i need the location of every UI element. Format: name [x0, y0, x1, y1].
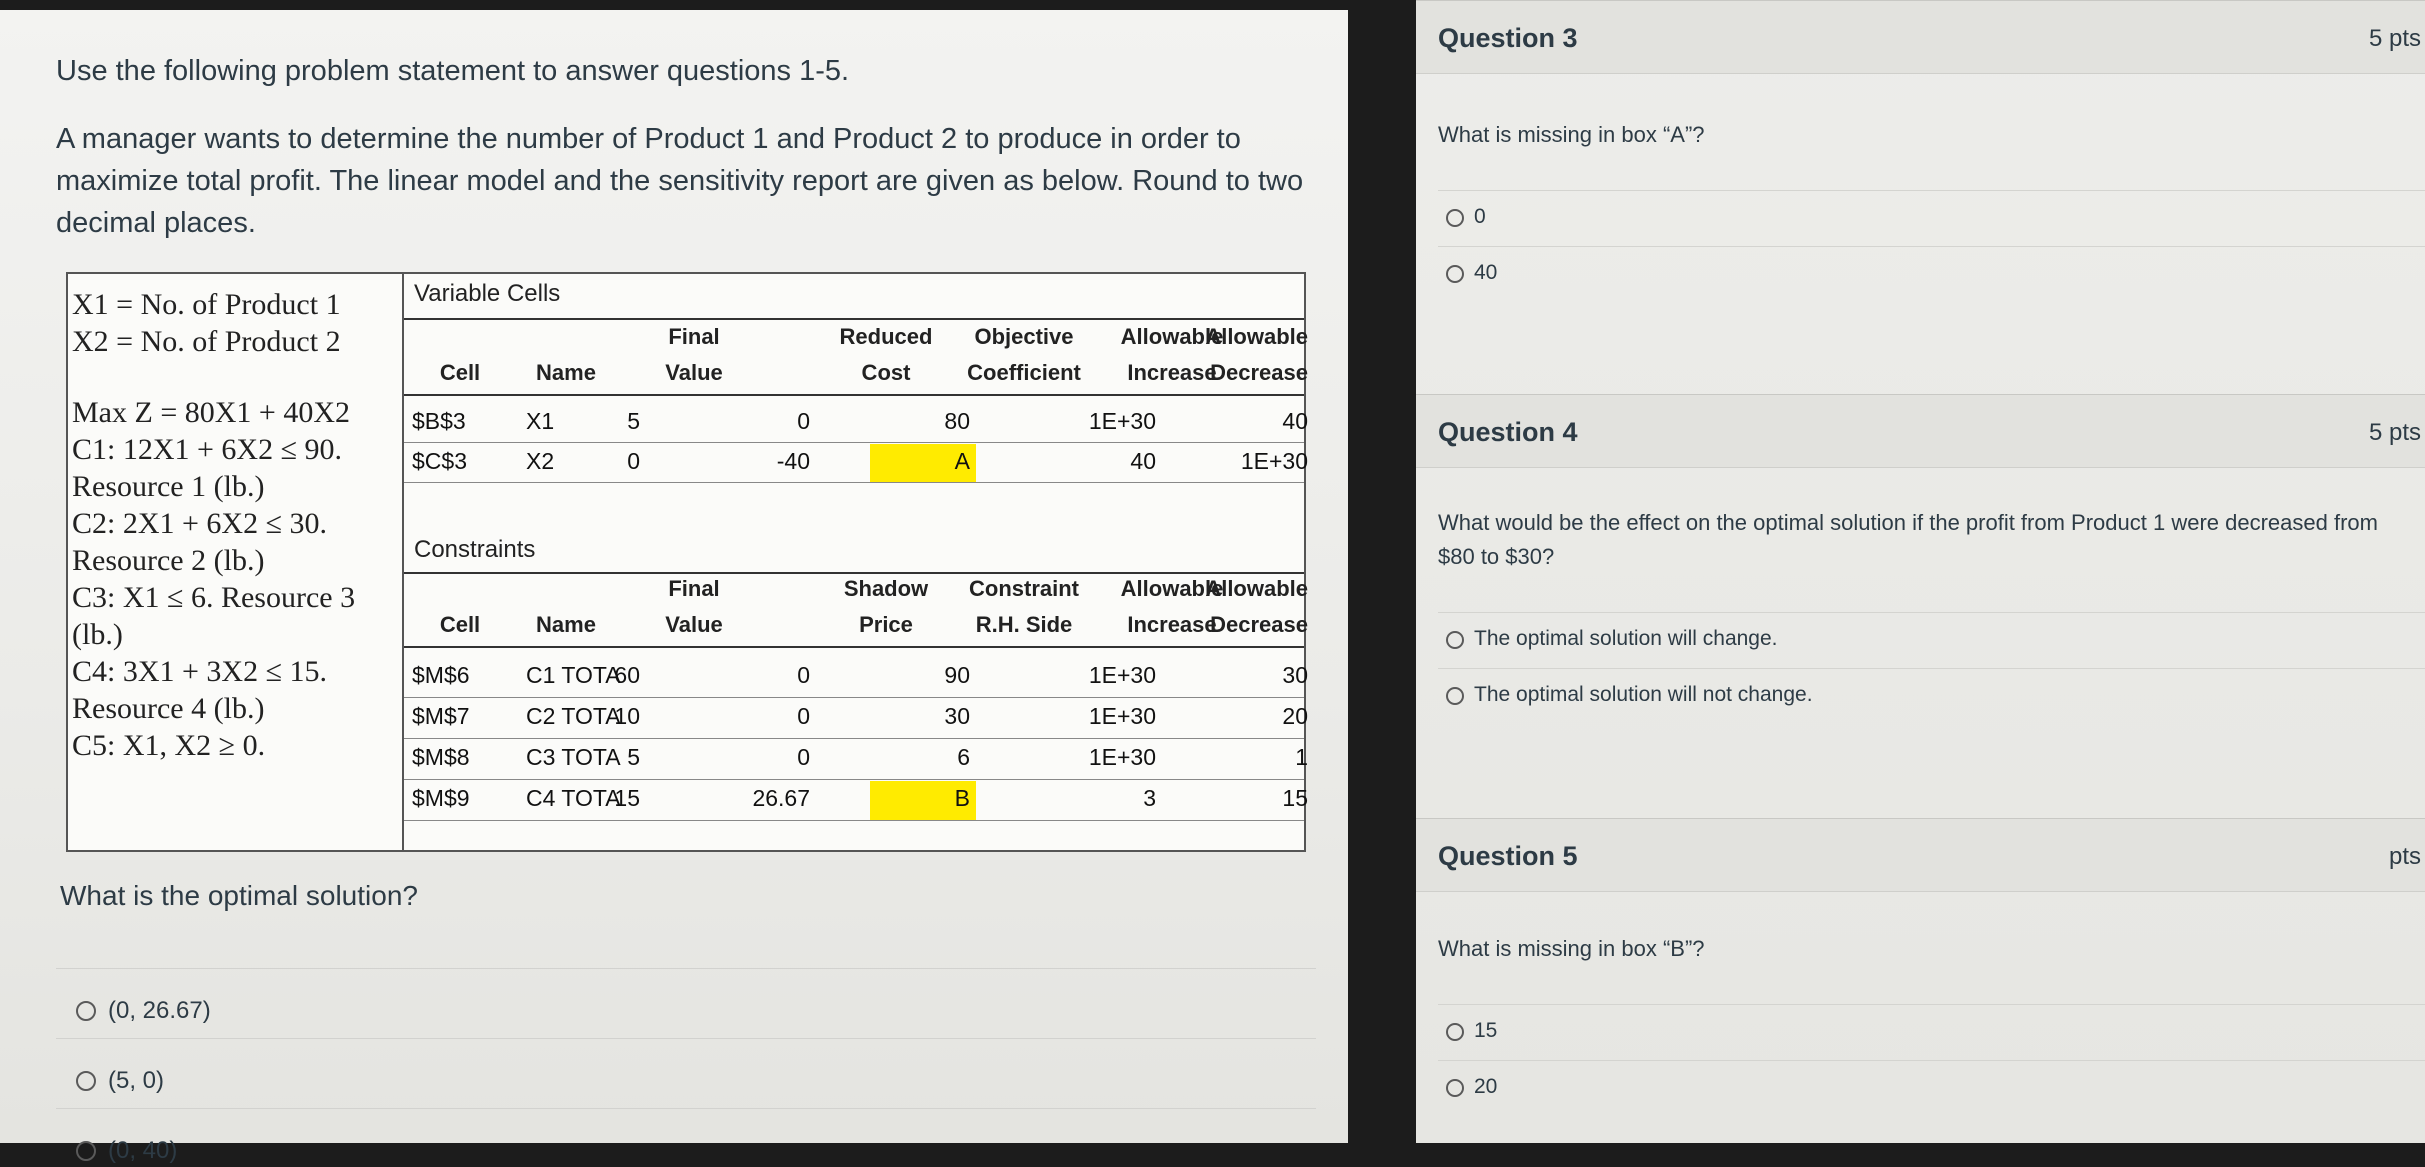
- header-variable-bottom: Value: [665, 360, 723, 385]
- answer-option[interactable]: [1438, 612, 2425, 669]
- question-4-points: 5 pts: [2368, 419, 2421, 446]
- answer-option-label: The optimal solution will change.: [1474, 627, 1778, 650]
- variable-cell: 5: [627, 408, 640, 434]
- constraint-cell: 0: [797, 744, 810, 770]
- answer-option-label: (0, 40): [108, 1137, 178, 1164]
- constraint-cell: C1 TOTA: [526, 662, 621, 688]
- model-line: X2 = No. of Product 2: [72, 325, 341, 358]
- model-line: Resource 1 (lb.): [72, 470, 265, 503]
- divider: [404, 318, 1304, 320]
- model-line: Resource 2 (lb.): [72, 544, 265, 577]
- answer-option-label: 0: [1474, 205, 1486, 228]
- header-variable-bottom: Name: [536, 360, 596, 385]
- header-constraint-bottom: Increase: [1127, 612, 1217, 637]
- constraint-cell: 1E+30: [1088, 662, 1156, 688]
- answer-option[interactable]: [1438, 1060, 2425, 1117]
- constraint-cell: C4 TOTA: [526, 785, 621, 811]
- row-divider: [404, 738, 1304, 739]
- question-5-title: Question 5: [1438, 841, 1578, 871]
- answer-option[interactable]: [1438, 668, 2425, 725]
- answer-option-label: 40: [1474, 261, 1498, 284]
- model-line: X1 = No. of Product 1: [72, 288, 341, 321]
- sensitivity-report: [404, 274, 1308, 850]
- model-line: C2: 2X1 + 6X2 ≤ 30.: [72, 507, 328, 540]
- question-3-text: What is missing in box “A”?: [1438, 122, 1705, 147]
- header-variable-top: Final: [668, 324, 720, 349]
- intro-body: A manager wants to determine the number of Product 1 and Product 2 to produce in order to maximize total profit. The linear model and the sensitivity report are given as below. Round to two decimal places.: [56, 123, 1304, 239]
- variable-cells-title: Variable Cells: [414, 280, 561, 307]
- header-constraint-top: Allowable: [1120, 576, 1224, 601]
- constraint-cell: 1E+30: [1088, 703, 1156, 729]
- variable-cell: $B$3: [412, 408, 466, 434]
- constraint-cell: 6: [957, 744, 970, 770]
- question-3-title: Question 3: [1438, 23, 1578, 53]
- variable-cell: 40: [1282, 408, 1308, 434]
- variable-cell: 0: [797, 408, 810, 434]
- constraint-cell: 1E+30: [1088, 744, 1156, 770]
- problem-statement-panel: [0, 10, 1348, 1164]
- constraint-cell: 15: [614, 785, 640, 811]
- linear-model: [68, 274, 404, 850]
- answer-option-label: (5, 0): [108, 1067, 165, 1094]
- header-constraint-bottom: Value: [665, 612, 723, 637]
- intro-line: Use the following problem statement to answer questions 1-5.: [56, 55, 850, 87]
- questions-panel: [1416, 0, 2425, 1143]
- header-variable-top: Allowable: [1120, 324, 1224, 349]
- model-line: C3: X1 ≤ 6. Resource 3: [72, 581, 356, 614]
- answer-option-label: 20: [1474, 1075, 1498, 1098]
- model-line: Max Z = 80X1 + 40X2: [72, 396, 350, 429]
- divider: [404, 394, 1304, 396]
- answer-option[interactable]: [1438, 190, 2425, 247]
- variable-cell: X1: [526, 408, 555, 434]
- constraint-cell: 5: [627, 744, 640, 770]
- constraint-cell: 3: [1143, 785, 1156, 811]
- constraint-cell: 30: [1282, 662, 1308, 688]
- model-line: (lb.): [72, 618, 123, 651]
- model-line: C5: X1, X2 ≥ 0.: [72, 729, 266, 762]
- radio-button[interactable]: [1446, 209, 1464, 227]
- constraint-cell: $M$9: [412, 785, 470, 811]
- header-constraint-bottom: Decrease: [1210, 612, 1308, 637]
- header-variable-bottom: Increase: [1127, 360, 1217, 385]
- constraint-cell: 15: [1282, 785, 1308, 811]
- answer-option-label: 15: [1474, 1019, 1498, 1042]
- variable-cell: $C$3: [412, 448, 467, 474]
- answer-option-label: The optimal solution will not change.: [1474, 683, 1813, 706]
- question-4-header: [1416, 394, 2425, 468]
- header-variable-top: Objective: [974, 324, 1074, 349]
- radio-button[interactable]: [1446, 631, 1464, 649]
- header-variable-bottom: Coefficient: [967, 360, 1081, 385]
- row-divider: [404, 820, 1304, 821]
- constraint-cell: 26.67: [752, 785, 810, 811]
- header-constraint-bottom: R.H. Side: [975, 612, 1073, 637]
- header-variable-bottom: Cost: [861, 360, 911, 385]
- variable-cell: 1E+30: [1240, 448, 1308, 474]
- constraint-cell: B: [954, 785, 970, 811]
- constraint-cell: 0: [797, 703, 810, 729]
- header-constraint-bottom: Price: [859, 612, 913, 637]
- question-5-points: pts: [2388, 843, 2421, 870]
- header-variable-bottom: Cell: [439, 360, 481, 385]
- divider: [404, 572, 1304, 574]
- answer-option[interactable]: [56, 1108, 1316, 1167]
- radio-button[interactable]: [1446, 687, 1464, 705]
- header-constraint-bottom: Name: [536, 612, 596, 637]
- header-variable-top: Allowable: [1205, 324, 1308, 349]
- constraint-cell: 10: [614, 703, 640, 729]
- variable-cell: 1E+30: [1088, 408, 1156, 434]
- answer-option[interactable]: [56, 1038, 1316, 1097]
- answer-option[interactable]: [1438, 1004, 2425, 1061]
- constraint-cell: $M$7: [412, 703, 470, 729]
- question-4-title: Question 4: [1438, 417, 1578, 447]
- constraint-cell: $M$6: [412, 662, 470, 688]
- question-4-text: What would be the effect on the optimal solution if the profit from Product 1 were decreased from $80 to $30?: [1438, 510, 2378, 569]
- header-constraint-top: Shadow: [843, 576, 929, 601]
- header-constraint-top: Final: [668, 576, 720, 601]
- question-3-header: [1416, 0, 2425, 74]
- constraint-cell: $M$8: [412, 744, 470, 770]
- model-line: C4: 3X1 + 3X2 ≤ 15.: [72, 655, 328, 688]
- radio-button[interactable]: [1446, 1023, 1464, 1041]
- model-line: [72, 360, 402, 394]
- row-divider: [404, 442, 1304, 443]
- constraint-cell: C3 TOTA: [526, 744, 621, 770]
- constraint-cell: 30: [944, 703, 970, 729]
- radio-button[interactable]: [76, 1071, 96, 1091]
- model-and-sensitivity-table: [66, 272, 1306, 852]
- answer-option[interactable]: [56, 968, 1316, 1027]
- header-variable-bottom: Decrease: [1210, 360, 1308, 385]
- radio-button[interactable]: [76, 1141, 96, 1161]
- variable-cell: 40: [1130, 448, 1156, 474]
- constraints-title: Constraints: [414, 536, 536, 563]
- header-constraint-top: Allowable: [1205, 576, 1308, 601]
- variable-cell: -40: [776, 448, 810, 474]
- question-5-header: [1416, 818, 2425, 892]
- row-divider: [404, 697, 1304, 698]
- answer-option-label: (0, 26.67): [108, 997, 211, 1024]
- row-divider: [404, 482, 1304, 483]
- answer-option[interactable]: [1438, 246, 2425, 303]
- question-3-points: 5 pts: [2368, 25, 2421, 52]
- question-5-text: What is missing in box “B”?: [1438, 936, 1705, 961]
- radio-button[interactable]: [1446, 1079, 1464, 1097]
- constraint-cell: 20: [1282, 703, 1308, 729]
- constraint-cell: C2 TOTA: [526, 703, 621, 729]
- radio-button[interactable]: [76, 1001, 96, 1021]
- constraint-cell: 0: [797, 662, 810, 688]
- variable-cell: 0: [627, 448, 640, 474]
- model-line: C1: 12X1 + 6X2 ≤ 90.: [72, 433, 343, 466]
- constraint-cell: 90: [944, 662, 970, 688]
- header-constraint-top: Constraint: [969, 576, 1079, 601]
- variable-cell: A: [954, 448, 970, 474]
- constraint-cell: 60: [614, 662, 640, 688]
- row-divider: [404, 779, 1304, 780]
- header-constraint-bottom: Cell: [439, 612, 481, 637]
- header-variable-top: Reduced: [839, 324, 933, 349]
- radio-button[interactable]: [1446, 265, 1464, 283]
- variable-cell: X2: [526, 448, 555, 474]
- constraint-cell: 1: [1295, 744, 1308, 770]
- divider: [404, 646, 1304, 648]
- variable-cell: 80: [944, 408, 970, 434]
- model-line: Resource 4 (lb.): [72, 692, 265, 725]
- question-text: What is the optimal solution?: [60, 880, 418, 911]
